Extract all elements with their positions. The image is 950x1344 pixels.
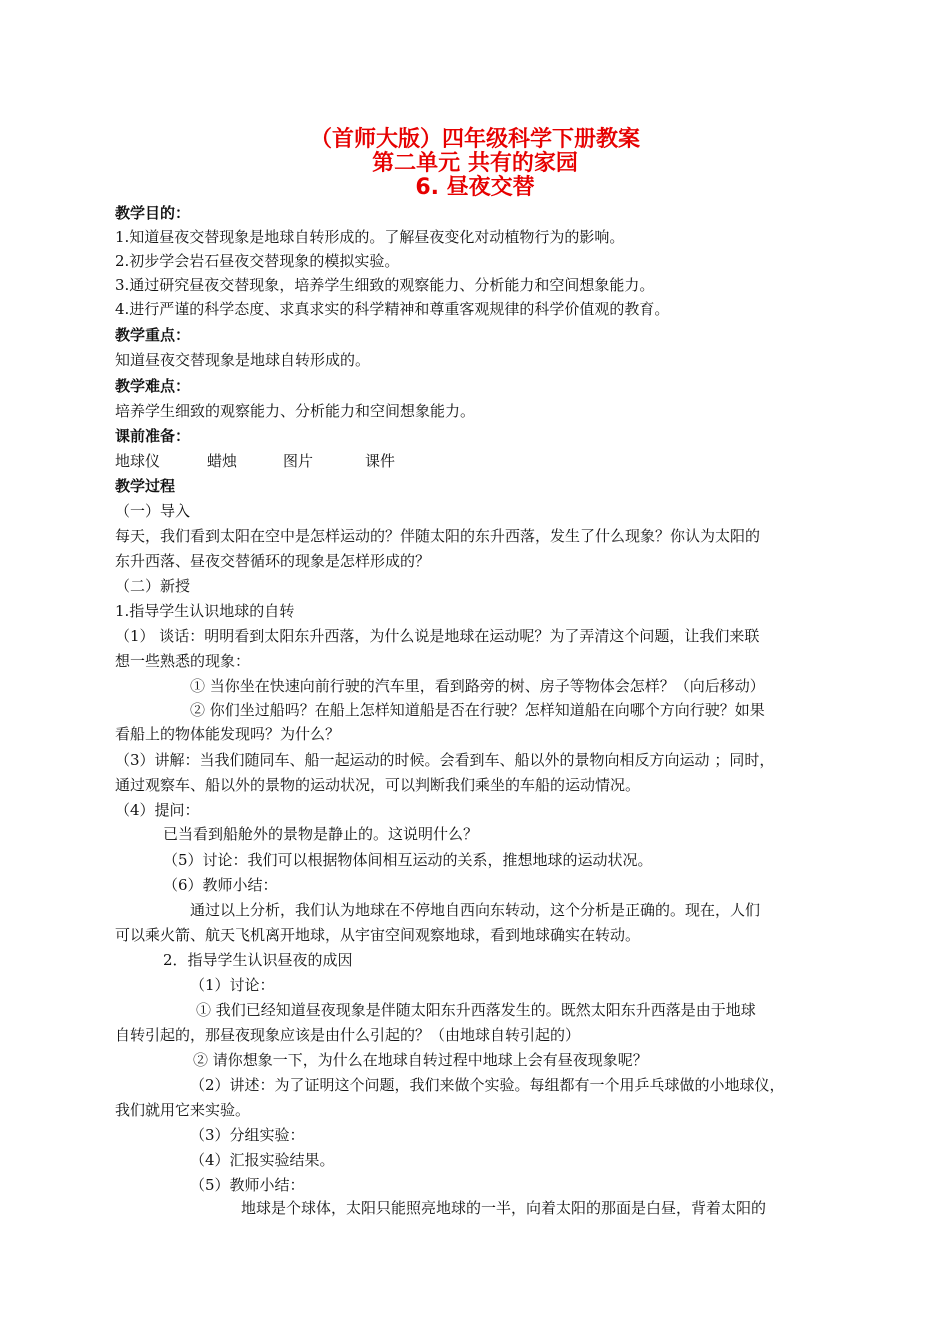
process-line: 2．指导学生认识昼夜的成因: [163, 951, 353, 969]
difficulty-heading: 教学难点：: [115, 377, 191, 395]
process-line: 1.指导学生认识地球的自转: [115, 602, 295, 620]
unit-title: 第二单元 共有的家园: [372, 151, 578, 176]
process-line: （4）提问：: [115, 801, 200, 819]
key-point-text: 知道昼夜交替现象是地球自转形成的。: [115, 351, 371, 369]
objective-item: 2.初步学会岩石昼夜交替现象的模拟实验。: [115, 252, 400, 270]
process-line: （3）分组实验：: [190, 1126, 305, 1144]
process-line: 看船上的物体能发现吗？为什么？: [115, 725, 341, 743]
preparation-list: [115, 451, 395, 471]
process-line: ① 我们已经知道昼夜现象是伴随太阳东升西落发生的。既然太阳东升西落是由于地球: [196, 1001, 756, 1019]
process-line: （5）讨论：我们可以根据物体间相互运动的关系，推想地球的运动状况。: [163, 851, 653, 869]
process-line: （1）讨论：: [190, 976, 275, 994]
process-line: （4）汇报实验结果。: [190, 1151, 335, 1169]
process-line: 已当看到船舱外的景物是静止的。这说明什么？: [163, 825, 479, 843]
document-title: （首师大版）四年级科学下册教案: [309, 127, 640, 152]
objective-item: 1.知道昼夜交替现象是地球自转形成的。了解昼夜变化对动植物行为的影响。: [115, 228, 625, 246]
objectives-heading: 教学目的：: [115, 204, 191, 222]
process-line: 通过以上分析，我们认为地球在不停地自西向东转动，这个分析是正确的。现在，人们: [190, 901, 761, 919]
process-line: 地球是个球体，太阳只能照亮地球的一半，向着太阳的那面是白昼，背着太阳的: [241, 1199, 767, 1217]
process-line: 我们就用它来实验。: [115, 1101, 251, 1119]
process-line: （一）导入: [115, 502, 191, 520]
preparation-item: 地球仪: [115, 452, 161, 470]
preparation-item: 课件: [365, 452, 396, 470]
process-line: （2）讲述：为了证明这个问题，我们来做个实验。每组都有一个用乒乓球做的小地球仪，: [190, 1076, 785, 1094]
process-line: ① 当你坐在快速向前行驶的汽车里，看到路旁的树、房子等物体会怎样？（向后移动）: [190, 677, 765, 695]
preparation-item: 图片: [283, 452, 314, 470]
process-line: 每天，我们看到太阳在空中是怎样运动的？伴随太阳的东升西落，发生了什么现象？你认为太阳的: [115, 527, 761, 545]
process-line: （二）新授: [115, 577, 191, 595]
process-line: （3）讲解：当我们随同车、船一起运动的时候。会看到车、船以外的景物向相反方向运动 ；同时，: [115, 751, 775, 769]
key-point-heading: 教学重点：: [115, 326, 191, 344]
lesson-title: 6. 昼夜交替: [415, 175, 535, 200]
process-line: （5）教师小结：: [190, 1176, 305, 1194]
objective-item: 4.进行严谨的科学态度、求真求实的科学精神和尊重客观规律的科学价值观的教育。: [115, 300, 670, 318]
process-line: ② 请你想象一下，为什么在地球自转过程中地球上会有昼夜现象呢？: [193, 1051, 648, 1069]
preparation-item: 蜡烛: [207, 452, 238, 470]
process-line: 可以乘火箭、航天飞机离开地球，从宇宙空间观察地球，看到地球确实在转动。: [115, 926, 641, 944]
process-line: 想一些熟悉的现象：: [115, 652, 251, 670]
process-heading: 教学过程: [115, 477, 176, 495]
process-line: ② 你们坐过船吗？在船上怎样知道船是否在行驶？怎样知道船在向哪个方向行驶？如果: [190, 701, 765, 719]
process-line: 自转引起的，那昼夜现象应该是由什么引起的？（由地球自转引起的）: [115, 1026, 581, 1044]
process-line: （1） 谈话：明明看到太阳东升西落，为什么说是地球在运动呢？为了弄清这个问题，让我们来联: [115, 627, 760, 645]
preparation-heading: 课前准备：: [115, 427, 191, 445]
process-line: （6）教师小结：: [163, 876, 278, 894]
difficulty-text: 培养学生细致的观察能力、分析能力和空间想象能力。: [115, 402, 476, 420]
process-line: 通过观察车、船以外的景物的运动状况，可以判断我们乘坐的车船的运动情况。: [115, 776, 641, 794]
process-line: 东升西落、昼夜交替循环的现象是怎样形成的？: [115, 552, 431, 570]
objective-item: 3.通过研究昼夜交替现象，培养学生细致的观察能力、分析能力和空间想象能力。: [115, 276, 655, 294]
